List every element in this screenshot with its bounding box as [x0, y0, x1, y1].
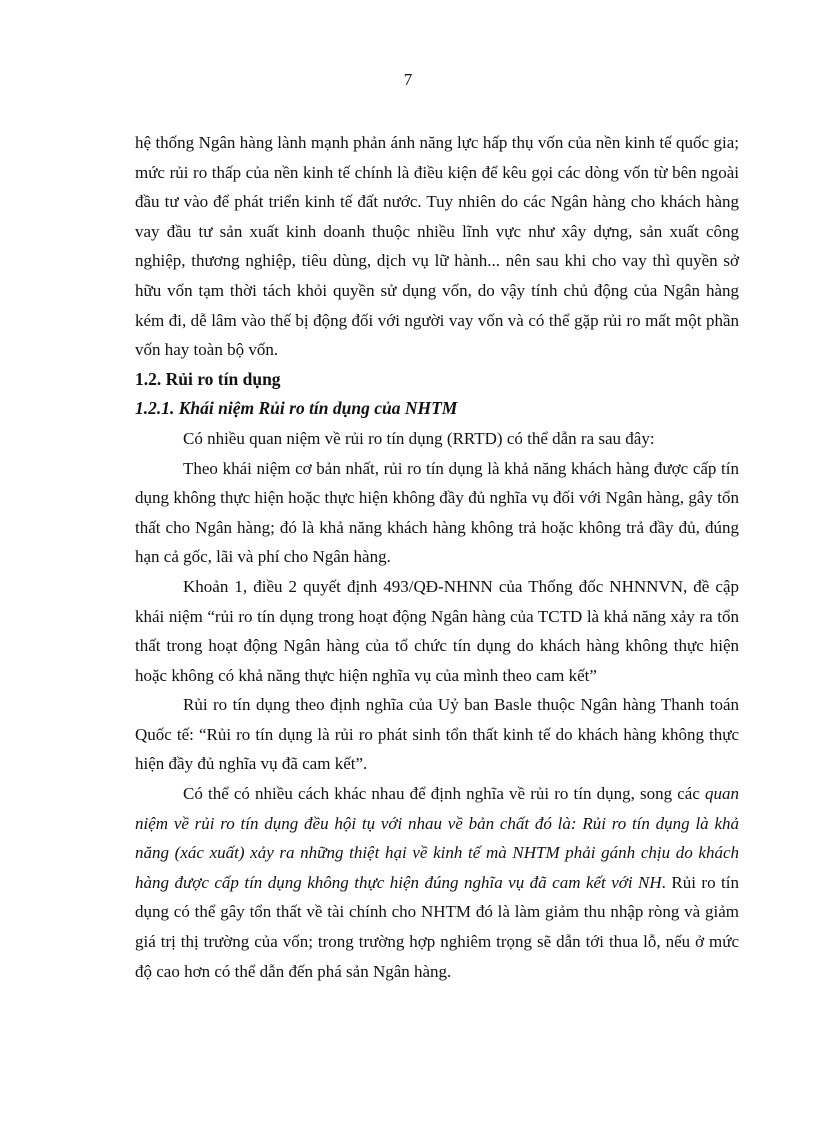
subsection-heading: 1.2.1. Khái niệm Rủi ro tín dụng của NHTM	[135, 398, 458, 419]
summary-italic-text: quan niệm về rủi ro tín dụng đều hội tụ với nhau về bản chất đó là: Rủi ro tín dụng là khả năng (xác xuất) xảy ra những thiệt hại về kinh tế mà NHTM phải gánh chịu do khách hàng được cấp tín dụng không thực hiện đúng nghĩa vụ đã cam kết với NH	[135, 784, 739, 892]
paragraph-continuation: hệ thống Ngân hàng lành mạnh phản ánh năng lực hấp thụ vốn của nền kinh tế quốc gia; mức rủi ro thấp của nền kinh tế chính là điều kiện để kêu gọi các dòng vốn từ bên ngoài đầu tư vào để phát triển kinh tế đất nước. Tuy nhiên do các Ngân hàng cho khách hàng vay đầu tư sản xuất kinh doanh thuộc nhiều lĩnh vực như xây dựng, sản xuất công nghiệp, thương nghiệp, tiêu dùng, dịch vụ lữ hành... nên sau khi cho vay thì quyền sở hữu vốn tạm thời tách khỏi quyền sử dụng vốn, do vậy tính chủ động của Ngân hàng kém đi, dễ lâm vào thế bị động đối với người vay vốn và có thể gặp rủi ro mất một phần vốn hay toàn bộ vốn.	[135, 133, 739, 360]
summary-tail-text: . Rủi ro tín dụng có thể gây tổn thất về tài chính cho NHTM đó là làm giảm thu nhập ròng và giảm giá trị thị trường của vốn; trong trường hợp nghiêm trọng sẽ dẫn tới thua lỗ, nếu ở mức độ cao hơn có thể dẫn đến phá sản Ngân hàng.	[135, 872, 739, 981]
paragraph-summary-definition	[135, 779, 739, 986]
summary-lead-text: Có thể có nhiều cách khác nhau để định nghĩa về rủi ro tín dụng, song các	[183, 784, 705, 804]
paragraph-decision-493: Khoản 1, điều 2 quyết định 493/QĐ-NHNN của Thống đốc NHNNVN, đề cập khái niệm “rủi ro tín dụng trong hoạt động Ngân hàng của TCTD là khả năng xảy ra tổn thất trong hoạt động Ngân hàng của tổ chức tín dụng do khách hàng không thực hiện hoặc không có khả năng thực hiện nghĩa vụ của mình theo cam kết”	[135, 576, 739, 685]
section-heading: 1.2. Rủi ro tín dụng	[135, 368, 281, 389]
page-number: 7	[403, 70, 413, 89]
paragraph-basle-definition: Rủi ro tín dụng theo định nghĩa của Uỷ ban Basle thuộc Ngân hàng Thanh toán Quốc tế: “Rủi ro tín dụng là rủi ro phát sinh tổn thất kinh tế do khách hàng không thực hiện đầy đủ nghĩa vụ đã cam kết”.	[135, 695, 739, 774]
paragraph-basic-definition: Theo khái niệm cơ bản nhất, rủi ro tín dụng là khả năng khách hàng được cấp tín dụng không thực hiện hoặc thực hiện không đầy đủ nghĩa vụ đối với Ngân hàng, gây tổn thất cho Ngân hàng; đó là khả năng khách hàng không trả hoặc không trả đầy đủ, đúng hạn cả gốc, lãi và phí cho Ngân hàng.	[135, 458, 739, 567]
paragraph-intro: Có nhiều quan niệm về rủi ro tín dụng (RRTD) có thể dẫn ra sau đây:	[183, 428, 655, 448]
document-body	[135, 128, 739, 986]
